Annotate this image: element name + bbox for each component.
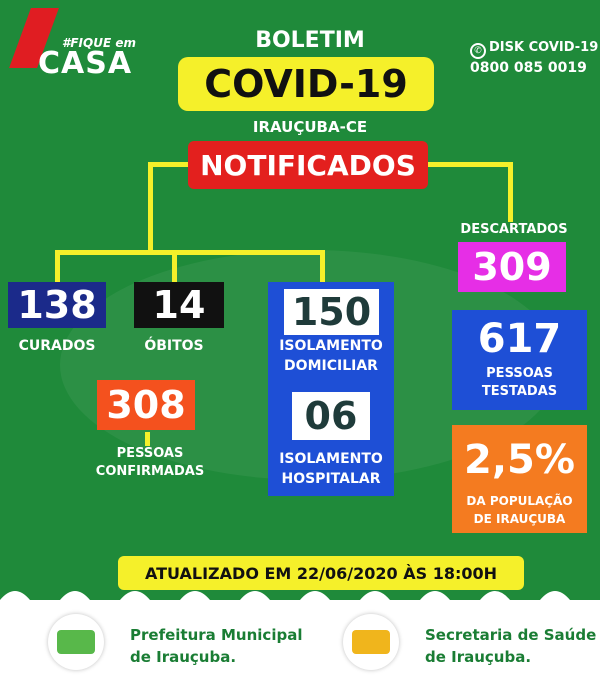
connector-line xyxy=(172,250,177,282)
disk-phone: 0800 085 0019 xyxy=(470,60,587,76)
connector-line xyxy=(55,250,60,282)
isolamento-hospitalar-value: 06 xyxy=(292,392,370,440)
secretaria-line-1: Secretaria de Saúde xyxy=(425,626,597,644)
connector-line xyxy=(320,250,325,282)
prefeitura-name xyxy=(130,624,302,668)
campaign-word: CASA xyxy=(38,46,133,81)
phone-icon: ✆ xyxy=(470,43,486,59)
isolamento-domiciliar-label-1: ISOLAMENTO xyxy=(279,338,383,354)
isolamento-hospitalar-label-2: HOSPITALAR xyxy=(281,471,381,487)
city-label: IRAUÇUBA-CE xyxy=(252,118,368,136)
testadas-value: 617 xyxy=(477,316,562,362)
secretaria-seal xyxy=(343,614,399,670)
testadas-label-2: TESTADAS xyxy=(481,384,558,399)
connector-line xyxy=(55,250,325,255)
page-title: COVID-19 xyxy=(178,57,434,111)
connector-line xyxy=(148,162,188,167)
descartados-value: 309 xyxy=(458,242,566,292)
obitos-label: ÓBITOS xyxy=(144,338,204,354)
prefeitura-seal xyxy=(48,614,104,670)
disk-covid xyxy=(470,40,598,59)
descartados-label: DESCARTADOS xyxy=(460,222,568,237)
isolamento-hospitalar-label-1: ISOLAMENTO xyxy=(279,451,383,467)
prefeitura-line-1: Prefeitura Municipal xyxy=(130,626,303,644)
isolamento-domiciliar-label-2: DOMICILIAR xyxy=(284,358,378,374)
wave-divider xyxy=(0,582,600,622)
connector-line xyxy=(145,432,150,446)
prefeitura-logo xyxy=(57,630,95,654)
disk-label: DISK COVID-19 xyxy=(489,40,599,55)
prefeitura-line-2: de Irauçuba. xyxy=(130,648,237,666)
confirmados-label-1: PESSOAS xyxy=(116,446,184,461)
curados-value: 138 xyxy=(8,282,106,328)
obitos-value: 14 xyxy=(134,282,224,328)
secretaria-line-2: de Irauçuba. xyxy=(425,648,532,666)
confirmados-label-2: CONFIRMADAS xyxy=(95,464,205,479)
confirmados-value: 308 xyxy=(97,380,195,430)
campaign-hashtag: #FIQUE em xyxy=(62,36,136,50)
populacao-value: 2,5% xyxy=(464,437,575,483)
testadas-label-1: PESSOAS xyxy=(486,366,553,381)
populacao-label-1: DA POPULAÇÃO xyxy=(466,494,573,508)
connector-line xyxy=(148,162,153,254)
curados-label: CURADOS xyxy=(18,338,96,354)
isolamento-domiciliar-value: 150 xyxy=(284,289,379,335)
connector-line xyxy=(508,162,513,222)
secretaria-logo xyxy=(352,630,390,654)
connector-line xyxy=(428,162,513,167)
notified-header: NOTIFICADOS xyxy=(188,141,428,189)
bulletin-label: BOLETIM xyxy=(255,28,365,53)
secretaria-name xyxy=(425,624,596,668)
populacao-label-2: DE IRAUÇUBA xyxy=(473,512,566,526)
updated-banner: ATUALIZADO EM 22/06/2020 ÀS 18:00H xyxy=(118,556,524,590)
